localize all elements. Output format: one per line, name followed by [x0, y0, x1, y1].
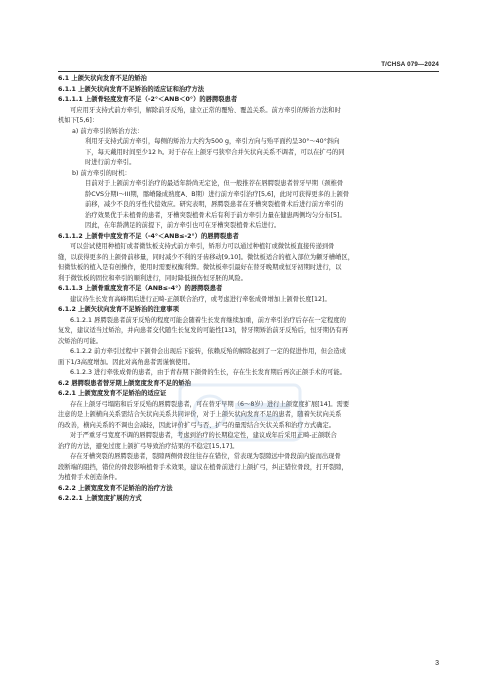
- section-heading: 6.2 唇腭裂患者替牙期上颌宽度发育不足的矫治: [58, 379, 191, 387]
- paragraph-line: 6.1.2.2 前方牵引过程中下颌骨会出现后下旋转，依赖反殆的解除起到了一定的促进作用，但会造成: [70, 348, 346, 355]
- page-number: 3: [435, 660, 439, 667]
- paragraph-line: 可应用牙支持式前方牵引，解除前牙反殆，建立正常的覆殆、覆盖关系。前方牵引的矫治方法和时: [70, 106, 341, 114]
- paragraph-line: 存在上颌牙弓塌陷和后牙反殆的唇腭裂患者，可在替牙早期（6～8岁）进行上颌宽度扩展[14]。需要: [70, 400, 350, 408]
- list-item-text: 前移，减少不良的牙性代偿效应。研究表明，唇腭裂患者在牙槽突裂植骨术后进行前方牵引的: [85, 201, 344, 208]
- paragraph-line: 为植骨手术创造条件。: [58, 474, 121, 481]
- section-heading: 6.1.1.2 上颌骨中度发育不足（-4°＜ANB≤-2°）的唇腭裂患者: [58, 232, 239, 240]
- list-item-text: 时进行前方牵引。: [85, 159, 136, 166]
- section-heading: 6.2.2 上颌宽度发育不足矫治的治疗方法: [58, 484, 173, 492]
- paragraph-line: 治疗的方法，避免过度上颌扩弓导致治疗结果的不稳定[15,17]。: [58, 442, 239, 450]
- paragraph-line: 利于微钛板的固位和牵引的顺利进行，同时降低损伤恒牙胚的风险。: [58, 274, 247, 282]
- list-item-text: 利用牙支持式前方牵引，每侧的矫治力大约为500 g，牵引方向与殆平面约呈30°～40°斜向: [85, 138, 340, 145]
- paragraph-line: 缝，以获得更多的上颌骨前移量，同时减少不利的牙齿移动[9,10]。微钛板适合的植入部位为颧牙槽嵴区，: [58, 253, 354, 261]
- section-heading: 6.1.2 上颌矢状向发育不足矫治的注意事项: [58, 306, 179, 313]
- paragraph-line: 次矫治的可能。: [58, 337, 103, 345]
- paragraph-line: 机如下[5,6]：: [58, 117, 99, 124]
- list-item-text: 下，每天戴用时间至少12 h。对于存在上颌牙弓狭窄合并矢状向关系不调者，可以在扩弓的同: [85, 148, 345, 156]
- list-item-label: a) 前方牵引的矫治方法：: [72, 127, 144, 135]
- list-item-text: 治疗效果优于未植骨的患者，牙槽突裂植骨术后有利于前方牵引力量在健患两侧均匀分布[5]。: [85, 211, 346, 219]
- watermark-icon: [175, 375, 305, 455]
- standard-number: T/CHSA 079—2024: [381, 61, 439, 68]
- paragraph-line: 段断端的阻挡，错位的骨段影响植骨手术效果，建议在植骨前进行上颌扩弓，纠正错位骨段，打开裂隙，: [58, 463, 348, 471]
- paragraph-line: 建议待生长发育高峰期后进行正畸-正颌联合治疗，或考虑进行牵张成骨增加上颌骨长度[12]。: [70, 295, 331, 303]
- section-heading: 6.1.1.1 上颌骨轻度发育不足（-2°＜ANB＜0°）的唇腭裂患者: [58, 96, 238, 103]
- paragraph-line: 可以尝试使用种植钉或者微钛板支持式前方牵引，矫形力可以通过种植钉或微钛板直接传递到骨: [70, 243, 335, 250]
- section-heading: 6.2.2.1 上颌宽度扩展的方式: [58, 495, 142, 502]
- section-heading: 6.1 上颌矢状向发育不足的矫治: [58, 75, 147, 82]
- paragraph-line: 6.1.2.1 唇腭裂患者前牙反殆的程度可能会随着生长发育继续加重，前方牵引治疗后存在一定程度的: [70, 316, 346, 324]
- paragraph-line: 存在牙槽突裂的唇腭裂患者，裂隙两侧骨段往往存在错位，常表现为裂隙远中骨段前内旋而出现骨: [70, 453, 341, 460]
- list-item-label: b) 前方牵引的时机：: [72, 169, 131, 177]
- paragraph-line: 复发，建议适当过矫治，并向患者交代随生长复发的可能性[13]，替牙期矫治前牙反殆后，恒牙期仍有再: [58, 327, 348, 334]
- header-divider: [58, 71, 439, 72]
- list-item-text: 因此，在年龄满足的前提下，前方牵引也可在牙槽突裂植骨术后进行。: [85, 222, 281, 229]
- list-item-text: 龄CVS分期I～III期，髂嵴隆成熟度A、B期）进行前方牵引治疗[5,6]，此时可获得更多的上颌骨: [85, 190, 350, 198]
- paragraph-line: 6.1.2.3 进行牵张成骨的患者，由于青春期下颌骨的生长，存在生长发育期后再次正颌手术的可能。: [70, 369, 346, 376]
- paragraph-line: 注意的是上颌横向关系需结合矢状向关系共同评价，对于上颌矢状向发育不足的患者，随着矢状向关系: [58, 411, 342, 418]
- list-item-text: 目前对于上颌前方牵引治疗的最适年龄尚无定论，但一般推荐在唇腭裂患者替牙早期（颈椎骨: [85, 180, 344, 187]
- section-heading: 6.1.1 上颌矢状向发育不足矫治的适应证和治疗方法: [58, 85, 205, 93]
- paragraph-line: 的改善，横向关系的不调也会减轻，因此评价扩弓与否、扩弓的量需结合矢状关系和治疗方式确定。: [58, 421, 336, 429]
- paragraph-line: 面下1/3高度增加。因此对高角患者需谨慎使用。: [58, 358, 195, 366]
- section-heading: 6.1.1.3 上颌骨重度发育不足（ANB≤-4°）的唇腭裂患者: [58, 285, 223, 292]
- paragraph-line: 对于严重牙弓宽度不调的唇腭裂患者，考虑到治疗的长期稳定性，建议成年后采用正畸-正颌联合: [70, 432, 337, 439]
- paragraph-line: 但微钛板的植入是有创操作，使用时需要权衡利弊。微钛板牵引最好在替牙晚期或恒牙初期时进行，以: [58, 264, 342, 271]
- section-heading: 6.2.1 上颌宽度发育不足矫治的适应证: [58, 390, 167, 397]
